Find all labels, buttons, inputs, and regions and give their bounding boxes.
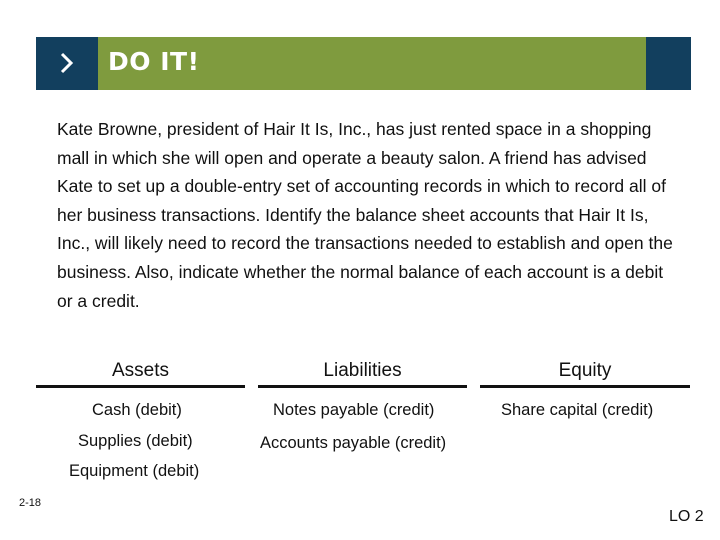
chevron-right-icon [60,52,74,74]
liabilities-item-accounts-payable: Accounts payable (credit) [260,434,447,452]
problem-statement: Kate Browne, president of Hair It Is, Inc., has just rented space in a shopping mall in which she will open and operate a beauty salon. A friend has advised Kate to set up a double-entry set of accounting records in which to record all of her business transactions. Identify the balance sheet accounts that Hair It Is, Inc., will likely need to record the transactions needed to establish and open the business. Also, indicate whether the normal balance of each account is a debit or a credit. [57,119,673,311]
slide-number: 2-18 [19,497,42,509]
banner-left-block [36,37,98,90]
liabilities-item-notes-payable: Notes payable (credit) [273,401,435,419]
banner-right-block [646,37,691,90]
assets-item-equipment: Equipment (debit) [69,462,200,480]
banner-title: DO IT! [108,47,200,76]
equity-item-share-capital: Share capital (credit) [501,401,654,419]
assets-item-supplies: Supplies (debit) [78,432,193,450]
learning-objective-label: LO 2 [669,508,704,525]
liabilities-heading: Liabilities [258,360,467,388]
assets-heading: Assets [36,360,245,388]
do-it-banner [36,37,691,90]
assets-item-cash: Cash (debit) [92,401,182,419]
equity-heading: Equity [480,360,690,388]
